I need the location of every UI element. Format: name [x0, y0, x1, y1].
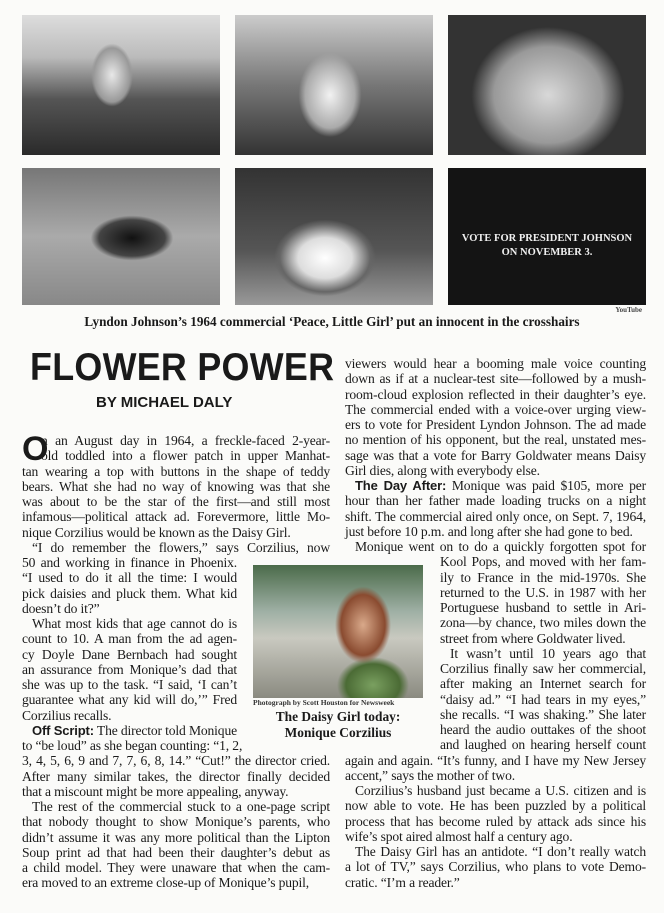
- drop-cap: O: [22, 430, 49, 468]
- line-text: Corzilius’s husband just became a U.S. citizen and is: [355, 783, 646, 798]
- paragraph: [345, 478, 646, 539]
- text-line: [22, 647, 237, 662]
- text-line: [22, 830, 330, 845]
- line-text: What most kids that age cannot do is: [32, 616, 237, 631]
- line-text: heard the audio outtakes of the shoot: [440, 722, 646, 737]
- line-text: bears. What she had no way of knowing was that she: [22, 478, 330, 494]
- line-text: and laughed on hearing herself count: [440, 737, 646, 753]
- text-line: [22, 601, 237, 616]
- text-line: [440, 646, 646, 661]
- text-line: [440, 676, 646, 691]
- text-line: [345, 448, 646, 463]
- line-text: now able to vote. He has been puzzled by a political: [345, 798, 646, 814]
- text-line: [22, 784, 330, 799]
- line-text: old toddled into a flower patch in upper Manhat-: [41, 448, 330, 464]
- line-text: nique Corzilius would be known as the Daisy Girl.: [22, 524, 291, 540]
- text-line: [345, 814, 646, 829]
- text-line: [22, 677, 237, 692]
- line-text: ily to France in the mid-1970s. She: [440, 569, 646, 585]
- inset-caption: The Daisy Girl today: Monique Corzilius: [275, 709, 401, 740]
- paragraph: [22, 430, 330, 540]
- text-line: [22, 708, 237, 723]
- line-text: cy Doyle Dane Bernbach had sought: [22, 646, 237, 662]
- text-line: [345, 798, 646, 813]
- line-text: tan wearing a top with buttons in the shape of teddy: [22, 463, 330, 479]
- line-text: It wasn’t until 10 years ago that: [450, 645, 646, 661]
- line-text: no mention of his opponent, but the real, unstated mes-: [345, 432, 646, 448]
- line-text: 3, 4, 5, 6, 9 and 7, 7, 6, 8, 14.” “Cut!” the director cried.: [22, 753, 330, 769]
- text-line: [22, 570, 237, 585]
- text-line: [440, 554, 646, 569]
- text-line: [22, 509, 330, 524]
- text-line: [440, 707, 646, 722]
- paragraph: [22, 799, 330, 891]
- text-line: [22, 738, 243, 753]
- text-line: [22, 631, 237, 646]
- run-in-heading: The Day After:: [355, 478, 447, 493]
- text-line: [345, 875, 646, 890]
- text-line: [22, 464, 330, 479]
- line-text: doesn’t do it?”: [22, 600, 100, 616]
- photo-mushroom-cloud: [235, 168, 433, 305]
- text-line: [440, 570, 646, 585]
- line-text: “I do remember the flowers,” says Corzilius, now: [32, 539, 330, 555]
- line-text: n an August day in 1964, a freckle-faced 2-year-: [41, 433, 330, 448]
- line-text: Girl dies, along with everybody else.: [345, 462, 540, 478]
- line-text: The Daisy Girl has an antidote. “I don’t really watch: [355, 844, 646, 859]
- text-line: [22, 753, 330, 768]
- line-text: an assurance from Monique’s dad that: [22, 661, 237, 677]
- line-text: was about to be the star of the first—and still most: [22, 494, 330, 509]
- line-text: Corzilius finally saw her commercial,: [440, 661, 646, 676]
- line-text: again and again. “It’s funny, and I have my New Jersey: [345, 752, 646, 768]
- text-line: [22, 814, 330, 829]
- line-text: pick daisies and pluck them. What kid: [22, 585, 237, 601]
- text-line: [22, 723, 237, 738]
- text-line: [440, 737, 646, 752]
- text-line: [440, 692, 646, 707]
- text-line: [22, 875, 330, 890]
- text-line: [22, 555, 237, 570]
- line-text: that a miscount might be more appealing, anyway.: [22, 783, 289, 799]
- line-text: Monique was paid $105, more per: [446, 478, 646, 493]
- photo-girl-in-field: [22, 15, 220, 155]
- line-text: a lot of TV,” says Corzilius, who plans to vote Demo-: [345, 859, 646, 875]
- line-text: accent,” says the mother of two.: [345, 767, 515, 783]
- photo-credit: YouTube: [615, 306, 642, 314]
- line-text: count to 10. A man from the ad agen-: [22, 631, 237, 647]
- photo-eye-closeup: [22, 168, 220, 305]
- text-line: [345, 768, 646, 783]
- text-line: [22, 479, 330, 494]
- text-line: [22, 540, 330, 555]
- line-text: just before 10 p.m. and long after she had gone to bed.: [345, 523, 633, 539]
- text-line: [22, 662, 237, 677]
- line-text: she recalls. “I was shaking.” She later: [440, 706, 646, 722]
- line-text: after making an Internet search for: [440, 676, 646, 692]
- line-text: she was up to the task. “I said, ‘I can’t: [22, 677, 237, 692]
- text-line: [345, 844, 646, 859]
- inset-photo-credit: Photograph by Scott Houston for Newsweek: [253, 698, 395, 707]
- text-line: [345, 493, 646, 508]
- vote-card-text: VOTE FOR PRESIDENT JOHNSON ON NOVEMBER 3.: [461, 233, 633, 258]
- line-text: The commercial ended with a voice-over urging view-: [345, 401, 646, 417]
- text-line: [440, 615, 646, 630]
- text-line: [345, 509, 646, 524]
- line-text: After many similar takes, the director finally decided: [22, 768, 330, 784]
- line-text: ers to vote for President Lyndon Johnson. The ad made: [345, 417, 646, 432]
- text-line: [345, 387, 646, 402]
- text-line: [345, 859, 646, 874]
- line-text: zona—by chance, two miles down the: [440, 615, 646, 631]
- text-line: [345, 356, 646, 371]
- line-text: wife’s spot aired almost half a century ago.: [345, 828, 573, 844]
- line-text: Monique went on to do a quickly forgotten spot for: [355, 539, 646, 554]
- line-text: a child model. They were unaware that when the cam-: [22, 860, 330, 875]
- line-text: Portuguese husband to settle in Ari-: [440, 600, 646, 615]
- text-line: [345, 539, 646, 554]
- text-line: [345, 829, 646, 844]
- article-title: FLOWER POWER: [30, 346, 335, 389]
- paragraph: [345, 783, 646, 844]
- line-text: The rest of the commercial stuck to a one-page script: [32, 799, 330, 814]
- text-line: [22, 525, 330, 540]
- paragraph: [345, 356, 646, 478]
- text-line: [345, 417, 646, 432]
- line-text: “daisy ad.” “I had tears in my eyes,”: [440, 691, 646, 707]
- line-text: street from where Goldwater lived.: [440, 630, 626, 646]
- text-line: [345, 753, 646, 768]
- text-line: [440, 661, 646, 676]
- line-text: Soup print ad that had been their daughter’s debut as: [22, 844, 330, 860]
- text-line: [22, 494, 330, 509]
- text-line: [345, 478, 646, 493]
- run-in-heading: Off Script:: [32, 722, 94, 738]
- line-text: 50 and working in finance in Phoenix.: [22, 555, 237, 570]
- line-text: sage was that a vote for Barry Goldwater means Daisy: [345, 447, 646, 463]
- text-line: [22, 692, 237, 707]
- photo-vote-card: [448, 168, 646, 305]
- text-line: [22, 860, 330, 875]
- text-line: [22, 845, 330, 860]
- text-line: [345, 463, 646, 478]
- line-text: “I used to do it all the time: I would: [22, 570, 237, 586]
- line-text: Kool Pops, and moved with her fam-: [440, 554, 646, 570]
- line-text: didn’t assume it was any more political than the Lipton: [22, 829, 330, 845]
- line-text: cratic. “I’m a reader.”: [345, 874, 460, 890]
- text-line: [345, 371, 646, 386]
- line-text: Corzilius recalls.: [22, 707, 112, 723]
- paragraph: [345, 844, 646, 890]
- text-line: [440, 722, 646, 737]
- text-line: [440, 631, 646, 646]
- photo-caption: Lyndon Johnson’s 1964 commercial ‘Peace, Little Girl’ put an innocent in the crosshairs: [84, 314, 580, 329]
- line-text: process that has become ruled by attack ads since his: [345, 813, 646, 829]
- photo-girl-portrait: [235, 15, 433, 155]
- line-text: The director told Monique: [93, 722, 237, 738]
- text-line: [345, 402, 646, 417]
- text-line: [440, 585, 646, 600]
- line-text: viewers would hear a booming male voice counting: [345, 356, 646, 371]
- line-text: guarantee what any kid will do,’” Fred: [22, 692, 237, 708]
- text-line: [22, 616, 237, 631]
- text-line: [345, 432, 646, 447]
- text-line: [22, 586, 237, 601]
- text-line: [22, 448, 330, 463]
- line-text: room-cloud explosion reflected in their daughter’s eye.: [345, 386, 646, 402]
- byline: BY MICHAEL DALY: [96, 394, 233, 411]
- text-line: [440, 600, 646, 615]
- line-text: down as if at a nuclear-test site—followed by a mush-: [345, 371, 646, 387]
- inset-photo-monique: [253, 565, 423, 698]
- line-text: hour than her father made loading trucks on a night: [345, 493, 646, 509]
- line-text: that nobody thought to show Monique’s parents, who: [22, 814, 330, 830]
- photo-girl-closeup: [448, 15, 646, 155]
- line-text: shift. The commercial aired only once, on Sept. 7, 1964,: [345, 508, 646, 524]
- text-line: [345, 783, 646, 798]
- line-text: to “be loud” as she began counting: “1, 2,: [22, 738, 243, 753]
- line-text: infamous—political attack ad. Forevermore, little Mo-: [22, 509, 330, 525]
- text-line: [22, 433, 330, 448]
- line-text: era moved to an extreme close-up of Monique’s pupil,: [22, 875, 310, 891]
- text-line: [345, 524, 646, 539]
- text-line: [22, 799, 330, 814]
- line-text: returned to the U.S. in 1987 with her: [440, 584, 646, 600]
- text-line: [22, 769, 330, 784]
